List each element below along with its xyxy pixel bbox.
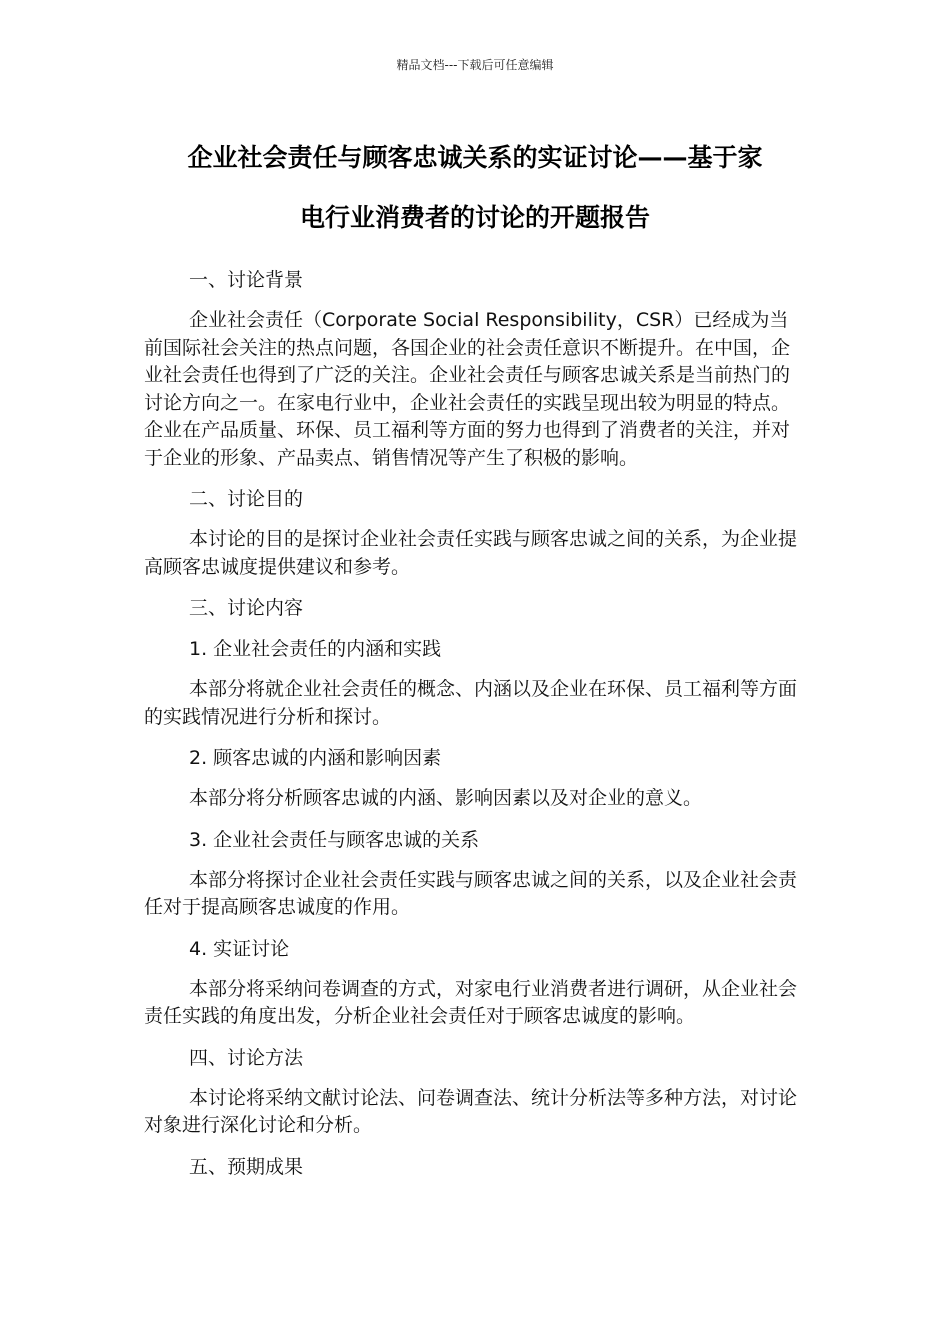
paragraph-background: 企业社会责任（Corporate Social Responsibility，CSR）已经成为当前国际社会关注的热点问题，各国企业的社会责任意识不断提升。在中国，企业社会责任也得到了广泛的关注。企业社会责任与顾客忠诚关系是当前热门的讨论方向之一。在家电行业中，企业社会责任的实践呈现出较为明显的特点。企业在产品质量、环保、员工福利等方面的努力也得到了消费者的关注，并对于企业的形象、产品卖点、销售情况等产生了积极的影响。: [144, 309, 791, 469]
section-heading-results: 五、预期成果: [189, 1155, 304, 1178]
document-body: [144, 266, 806, 1194]
paragraph-method: 本讨论将采纳文献讨论法、问卷调查法、统计分析法等多种方法，对讨论对象进行深化讨论和分析。: [144, 1086, 798, 1136]
subsection-heading-csr: 1. 企业社会责任的内涵和实践: [189, 638, 442, 660]
paragraph-empirical: 本部分将采纳问卷调查的方式，对家电行业消费者进行调研，从企业社会责任实践的角度出发，分析企业社会责任对于顾客忠诚度的影响。: [144, 977, 798, 1027]
paragraph-loyalty: 本部分将分析顾客忠诚的内涵、影响因素以及对企业的意义。: [189, 787, 703, 809]
subsection-heading-empirical: 4. 实证讨论: [189, 937, 290, 960]
title-line-1: 企业社会责任与顾客忠诚关系的实证讨论——基于家: [187, 143, 763, 172]
header-note: 精品文档---下载后可任意编辑: [396, 58, 554, 72]
section-heading-content: 三、讨论内容: [189, 597, 304, 619]
paragraph-purpose: 本讨论的目的是探讨企业社会责任实践与顾客忠诚之间的关系，为企业提高顾客忠诚度提供建议和参考。: [144, 528, 798, 578]
section-heading-purpose: 二、讨论目的: [189, 488, 304, 510]
paragraph-csr: 本部分将就企业社会责任的概念、内涵以及企业在环保、员工福利等方面的实践情况进行分析和探讨。: [144, 678, 798, 728]
subsection-heading-relationship: 3. 企业社会责任与顾客忠诚的关系: [189, 828, 480, 851]
section-heading-background: 一、讨论背景: [189, 269, 304, 291]
title-line-2: 电行业消费者的讨论的开题报告: [299, 203, 650, 232]
subsection-heading-loyalty: 2. 顾客忠诚的内涵和影响因素: [189, 747, 442, 769]
document-title: [140, 128, 810, 248]
section-heading-method: 四、讨论方法: [189, 1046, 304, 1069]
paragraph-relationship: 本部分将探讨企业社会责任实践与顾客忠诚之间的关系，以及企业社会责任对于提高顾客忠诚度的作用。: [144, 868, 798, 918]
